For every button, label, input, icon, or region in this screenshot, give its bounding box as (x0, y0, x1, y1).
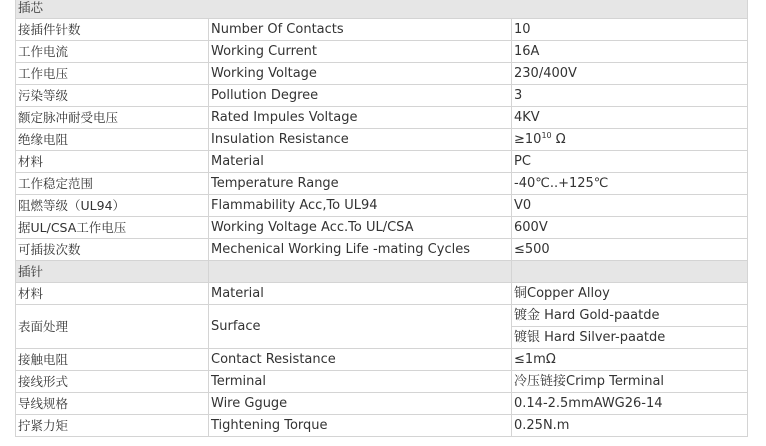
param-value: -40℃..+125℃ (512, 173, 748, 195)
section-empty-cell (512, 261, 748, 283)
param-en: Insulation Resistance (209, 129, 512, 151)
param-en: Mechenical Working Life -mating Cycles (209, 239, 512, 261)
param-en: Material (209, 283, 512, 305)
table-row (16, 19, 748, 41)
param-value: 0.25N.m (512, 415, 748, 437)
section-title: 插芯 (16, 0, 748, 19)
param-value: 0.14-2.5mmAWG26-14 (512, 393, 748, 415)
param-cn: 导线规格 (16, 393, 209, 415)
param-cn: 污染等级 (16, 85, 209, 107)
param-en: Material (209, 151, 512, 173)
value-exponent: 10 (541, 131, 552, 140)
param-value: 600V (512, 217, 748, 239)
param-en: Working Current (209, 41, 512, 63)
table-row (16, 393, 748, 415)
table-row (16, 107, 748, 129)
param-value: ≤1mΩ (512, 349, 748, 371)
param-en: Number Of Contacts (209, 19, 512, 41)
table-row (16, 371, 748, 393)
param-cn: 阻燃等级（UL94） (16, 195, 209, 217)
param-value: 16A (512, 41, 748, 63)
param-value: PC (512, 151, 748, 173)
param-en: Working Voltage Acc.To UL/CSA (209, 217, 512, 239)
param-value: 镀银 Hard Silver-paatde (512, 327, 748, 349)
param-en: Flammability Acc,To UL94 (209, 195, 512, 217)
section-title: 插针 (16, 261, 209, 283)
table-row (16, 129, 748, 151)
value-base: ≥10 (514, 132, 542, 147)
section-header-pin (16, 261, 748, 283)
param-en: Temperature Range (209, 173, 512, 195)
param-value: 冷压链接Crimp Terminal (512, 371, 748, 393)
param-en: Working Voltage (209, 63, 512, 85)
param-cn: 接触电阻 (16, 349, 209, 371)
param-value: 铜Copper Alloy (512, 283, 748, 305)
param-cn: 拧紧力矩 (16, 415, 209, 437)
param-value: 镀金 Hard Gold-paatde (512, 305, 748, 327)
table-row (16, 85, 748, 107)
param-cn: 可插拔次数 (16, 239, 209, 261)
param-en: Rated Impules Voltage (209, 107, 512, 129)
param-en: Tightening Torque (209, 415, 512, 437)
param-cn: 绝缘电阻 (16, 129, 209, 151)
param-value: 230/400V (512, 63, 748, 85)
param-cn: 据UL/CSA工作电压 (16, 217, 209, 239)
table-row (16, 349, 748, 371)
section-header-insert (16, 0, 748, 19)
param-value: ≤500 (512, 239, 748, 261)
table-row (16, 63, 748, 85)
table-row (16, 217, 748, 239)
table-row (16, 239, 748, 261)
param-cn: 工作稳定范围 (16, 173, 209, 195)
table-row (16, 195, 748, 217)
param-cn: 接插件针数 (16, 19, 209, 41)
param-en: Surface (209, 305, 512, 349)
table-row (16, 305, 748, 327)
param-cn: 工作电流 (16, 41, 209, 63)
param-value (512, 129, 748, 151)
param-value: 3 (512, 85, 748, 107)
param-cn: 材料 (16, 283, 209, 305)
param-cn: 额定脉冲耐受电压 (16, 107, 209, 129)
table-row (16, 283, 748, 305)
param-en: Pollution Degree (209, 85, 512, 107)
value-unit: Ω (551, 132, 566, 147)
param-cn: 材料 (16, 151, 209, 173)
param-cn: 接线形式 (16, 371, 209, 393)
param-value: 10 (512, 19, 748, 41)
param-cn: 工作电压 (16, 63, 209, 85)
param-cn: 表面处理 (16, 305, 209, 349)
table-row (16, 41, 748, 63)
param-value: V0 (512, 195, 748, 217)
table-row (16, 173, 748, 195)
param-en: Terminal (209, 371, 512, 393)
section-empty-cell (209, 261, 512, 283)
param-value: 4KV (512, 107, 748, 129)
param-en: Wire Gguge (209, 393, 512, 415)
table-row (16, 415, 748, 437)
spec-table (15, 0, 748, 437)
param-en: Contact Resistance (209, 349, 512, 371)
table-row (16, 151, 748, 173)
